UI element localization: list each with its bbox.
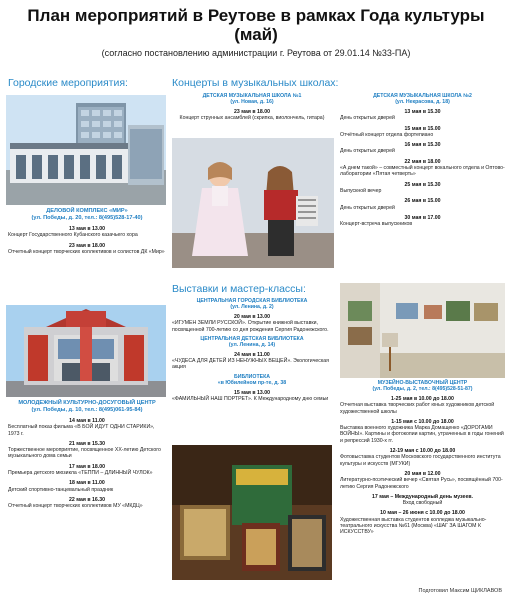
venue-name: ЦЕНТРАЛЬНАЯ ГОРОДСКАЯ БИБЛИОТЕКА (ул. Ленина, д. 2) xyxy=(196,298,308,310)
event-date: 21 мая в 15.30 xyxy=(69,440,105,447)
event-description: Отчетная выставка творческих работ юных художников детской художественной школы xyxy=(340,402,495,415)
event-date: 1-25 мая в 10.00 до 18.00 xyxy=(391,396,454,402)
venue-name: ДЕТСКАЯ МУЗЫКАЛЬНАЯ ШКОЛА №2 (ул. Некрасова, д. 18) xyxy=(373,93,472,105)
event-date: 20 мая в 12.00 xyxy=(404,470,441,477)
event-date: 22 мая в 18.00 xyxy=(404,158,441,165)
event-description: Премьера детского мюзикла «ТЕППИ – ДЛИННЫЙ ЧУЛОК» xyxy=(8,470,153,477)
event-description: «ФАМИЛЬНЫЙ НАШ ПОРТРЕТ». К Международному дню семьи xyxy=(172,396,329,403)
title-line-2: (май) xyxy=(234,25,278,44)
event-description: День открытых дверей xyxy=(340,148,395,155)
event-description: Торжественное мероприятие, посвященное XX-летию Детского музыкального дома семьи xyxy=(8,447,161,460)
event-date: 13 мая в 13.00 xyxy=(69,226,105,232)
event-description: Отчетный концерт творческих коллективов и солистов ДК «Мир» xyxy=(8,248,165,255)
venue-name: ДЕЛОВОЙ КОМПЛЕКС «МИР» (ул. Победы, д. 20, тел.: 8(495)528-17-40) xyxy=(31,208,143,221)
event-description: Художественная выставка студентов колледжа музыкально-театрального искусства №61 (Москва) «ШАГ ЗА ШАГОМ К ИСКУССТВУ» xyxy=(340,516,487,536)
event-date: 1-15 мая с 10.00 до 18.00 xyxy=(391,418,454,425)
event-date: 23 мая в 18.00 xyxy=(234,109,270,115)
title-line-1: План мероприятий в Реутове в рамках Года культуры xyxy=(27,6,485,25)
event-date: 15 мая в 15.00 xyxy=(404,125,441,132)
event-date: 14 мая в 11.00 xyxy=(69,418,105,424)
event-description: Вход свободный xyxy=(402,500,443,507)
event-description: Отчётный концерт отдела фортепиано xyxy=(340,131,434,138)
section-heading-exhibitions: Выставки и мастер-классы: xyxy=(172,283,306,295)
author-credit: Подготовил Максим ЩИКЛАВОВ xyxy=(418,588,502,594)
venue-name: МОЛОДЕЖНЫЙ КУЛЬТУРНО-ДОСУГОВЫЙ ЦЕНТР (ул. Победы, д. 10, тел.: 8(495)061-95-84) xyxy=(18,400,156,413)
event-description: Концерт струнных ансамблей (скрипка, виолончель, гитара) xyxy=(179,115,325,122)
music-school2-block xyxy=(340,93,505,229)
section-heading-city: Городские мероприятия: xyxy=(8,77,128,89)
page-header xyxy=(0,0,512,58)
event-description: Фотовыставка студентов Московского государственного института культуры и искусств (МГУКИ) xyxy=(340,454,501,467)
event-description: День открытых дверей xyxy=(340,115,395,122)
event-date: 16 мая в 15.30 xyxy=(404,142,441,149)
page-subtitle: (согласно постановлению администрации г. Реутова от 29.01.14 №33-ПА) xyxy=(101,48,411,58)
venue-name: ЦЕНТРАЛЬНАЯ ДЕТСКАЯ БИБЛИОТЕКА (ул. Ленина, д. 14) xyxy=(200,335,304,348)
venue-name: ДЕТСКАЯ МУЗЫКАЛЬНАЯ ШКОЛА №1 (ул. Новая, д. 16) xyxy=(202,93,302,105)
venue-name: БИБЛИОТЕКА «в Юбилейном пр-те, д. 38 xyxy=(217,373,287,386)
museum-block xyxy=(340,380,505,538)
event-description: День открытых дверей xyxy=(340,204,395,211)
event-date: 17 мая – Международный день музеев. xyxy=(372,493,473,500)
event-date: 23 мая в 18.00 xyxy=(69,242,105,249)
youth-center-photo xyxy=(6,305,166,397)
event-date: 13 мая в 15.30 xyxy=(404,109,441,115)
event-description: Концерт Государственного Кубанского казачьего хора xyxy=(8,232,138,239)
venue-name: МУЗЕЙНО-ВЫСТАВОЧНЫЙ ЦЕНТР (ул. Победы, д. 2, тел.: 8(495)528-51-87) xyxy=(372,380,473,392)
event-date: 17 мая в 18.00 xyxy=(69,463,105,470)
event-description: «ИГУМЕН ЗЕМЛИ РУССКОЙ». Открытие книжной выставки, посвященной 700-летию со дня рождения Сергия Радонежского. xyxy=(172,320,329,333)
event-date: 25 мая в 15.30 xyxy=(404,181,441,188)
page-title xyxy=(0,6,512,44)
event-description: «А днем такой» – совместный концерт вокального отдела и Оптово-лаборатории «Пятая четверть» xyxy=(340,165,505,178)
event-description: Литературно-поэтический вечер «Святая Русь», посвящённый 700-летию Сергия Радонежского xyxy=(340,477,503,490)
event-description: Концерт-встреча выпускников xyxy=(340,221,413,228)
libraries-block xyxy=(172,298,332,404)
event-date: 24 мая в 11.00 xyxy=(234,351,270,358)
section-heading-concerts: Концерты в музыкальных школах: xyxy=(172,77,339,89)
museum-hall-photo xyxy=(340,283,505,378)
event-description: Выпускной вечер xyxy=(340,187,382,194)
music-school1-block xyxy=(172,93,332,124)
children-musicians-photo xyxy=(172,138,334,268)
event-description: Бесплатный показ фильма «В БОЙ ИДУТ ОДНИ СТАРИКИ», 1973 г. xyxy=(8,424,155,437)
event-date: 20 мая в 13.00 xyxy=(234,314,270,320)
event-date: 10 мая – 26 июня с 10.00 до 18.00 xyxy=(380,510,465,517)
city-venue2-block xyxy=(8,400,166,512)
event-description: Выставка военного художника Марка Домащенко «ДОРОГАМИ ВОЙНЫ». Картины и фотокопии картин, утраченных в годы гонений и репрессий 1930-х гг. xyxy=(340,425,504,444)
event-description: «ЧУДЕСА ДЛЯ ДЕТЕЙ ИЗ НЕНУЖНЫХ ВЕЩЕЙ». Экологическая акция xyxy=(172,358,329,371)
business-center-photo xyxy=(6,95,166,205)
event-date: 18 мая в 11.00 xyxy=(69,480,105,487)
books-photo xyxy=(172,445,332,580)
event-date: 26 мая в 15.00 xyxy=(404,198,441,205)
event-description: Отчетный концерт творческих коллективов МУ «МКДЦ» xyxy=(8,503,143,510)
event-date: 12-19 мая с 10.00 до 18.00 xyxy=(389,448,456,455)
city-venue1-block xyxy=(8,208,166,257)
event-description: Детский спортивно-танцевальный праздник xyxy=(8,486,114,493)
event-date: 22 мая в 16.30 xyxy=(69,496,105,503)
event-date: 15 мая в 13.00 xyxy=(234,389,270,396)
event-date: 30 мая в 17.00 xyxy=(404,214,441,221)
